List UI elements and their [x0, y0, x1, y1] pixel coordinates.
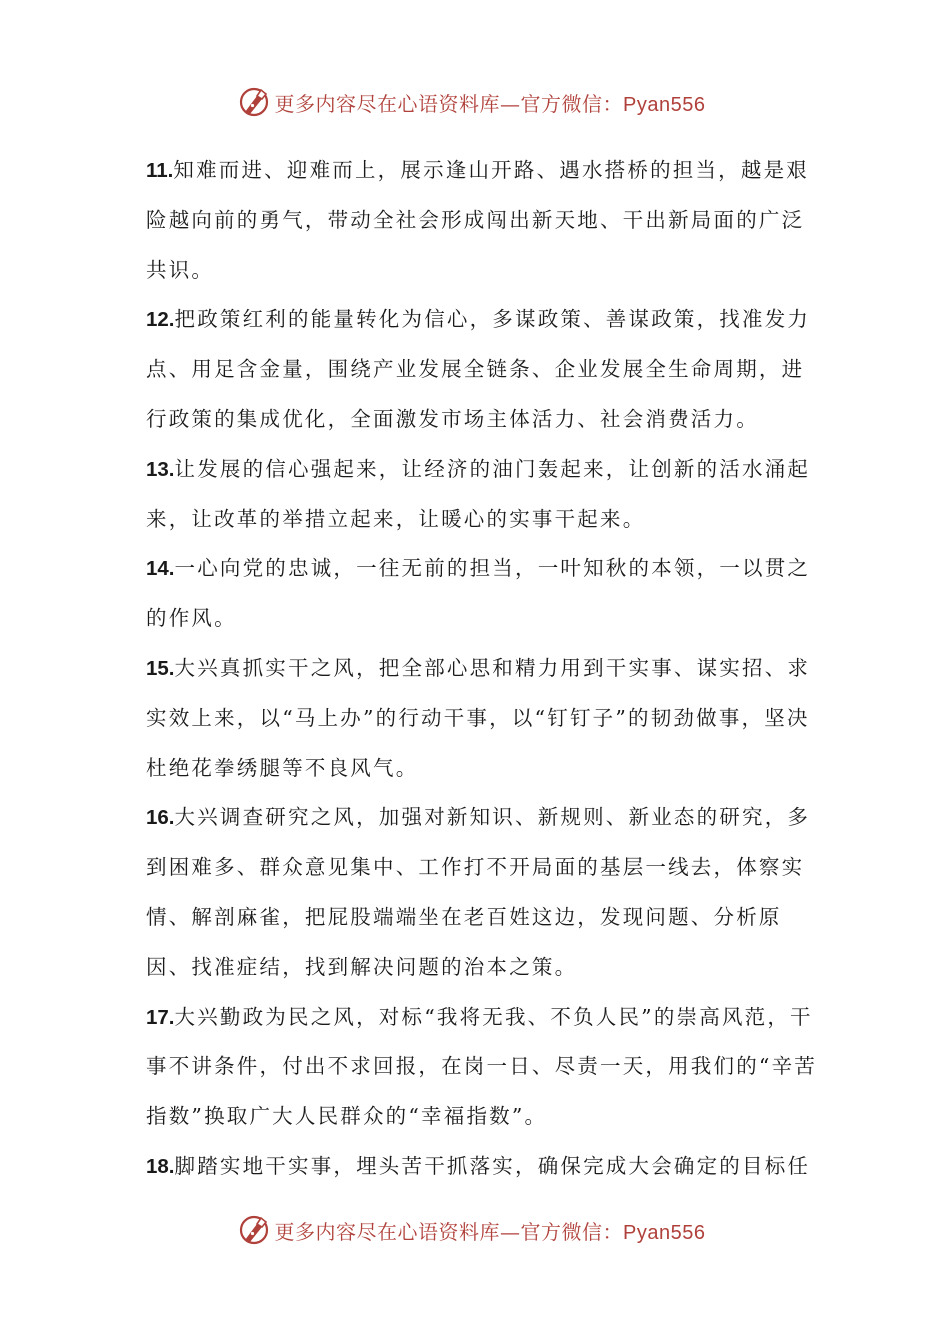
paragraph-text: 大兴勤政为民之风，对标“我将无我、不负人民”的崇高风范，干事不讲条件，付出不求回报，在岗一日、尽责一天，用我们的“辛苦指数”换取广大人民群众的“幸福指数”。: [146, 1004, 817, 1129]
paragraph-number: 16.: [146, 806, 175, 830]
paragraph-12: [146, 295, 826, 444]
paragraph-number: 12.: [146, 308, 175, 332]
paragraph-13: [146, 445, 826, 545]
banner-text: [275, 88, 706, 117]
document-body: [146, 146, 826, 1192]
paragraph-text: 知难而进、迎难而上，展示逢山开路、遇水搭桥的担当，越是艰险越向前的勇气，带动全社会形成闯出新天地、干出新局面的广泛共识。: [146, 158, 809, 282]
banner-text: [275, 1216, 706, 1245]
paragraph-text: 大兴调查研究之风，加强对新知识、新规则、新业态的研究，多到困难多、群众意见集中、工作打不开局面的基层一线去，体察实情、解剖麻雀，把屁股端端坐在老百姓这边，发现问题、分析原因、找准症结，找到解决问题的治本之策。: [146, 805, 811, 979]
paragraph-number: 17.: [146, 1005, 175, 1029]
banner-slogan: 更多内容尽在心语资料库—官方微信：: [274, 1219, 624, 1244]
header-banner: [0, 80, 950, 124]
paragraph-16: [146, 793, 826, 992]
wechat-id: Pyan556: [623, 1221, 706, 1244]
paragraph-14: [146, 544, 826, 644]
footer-banner: [0, 1208, 950, 1252]
banner-slogan: 更多内容尽在心语资料库—官方微信：: [274, 91, 624, 116]
paragraph-text: 让发展的信心强起来，让经济的油门轰起来，让创新的活水涌起来，让改革的举措立起来，让暖心的实事干起来。: [146, 456, 811, 531]
pen-nib-logo-icon: [237, 85, 271, 119]
paragraph-text: 把政策红利的能量转化为信心，多谋政策、善谋政策，找准发力点、用足含金量，围绕产业发展全链条、企业发展全生命周期，进行政策的集成优化，全面激发市场主体活力、社会消费活力。: [146, 307, 811, 431]
paragraph-number: 13.: [146, 457, 175, 481]
paragraph-15: [146, 644, 826, 793]
paragraph-text: 一心向党的忠诚，一往无前的担当，一叶知秋的本领，一以贯之的作风。: [146, 556, 811, 631]
paragraph-18: [146, 1142, 826, 1192]
paragraph-number: 15.: [146, 656, 175, 680]
paragraph-11: [146, 146, 826, 295]
wechat-id: Pyan556: [623, 93, 706, 116]
pen-nib-logo-icon: [237, 1213, 271, 1247]
paragraph-text: 大兴真抓实干之风，把全部心思和精力用到干实事、谋实招、求实效上来，以“马上办”的行动干事，以“钉钉子”的韧劲做事，坚决杜绝花拳绣腿等不良风气。: [146, 655, 811, 780]
paragraph-17: [146, 993, 826, 1142]
paragraph-number: 14.: [146, 557, 175, 581]
paragraph-text: 脚踏实地干实事，埋头苦干抓落实，确保完成大会确定的目标任: [174, 1153, 811, 1178]
paragraph-number: 18.: [146, 1154, 175, 1178]
paragraph-number: 11.: [146, 159, 174, 182]
